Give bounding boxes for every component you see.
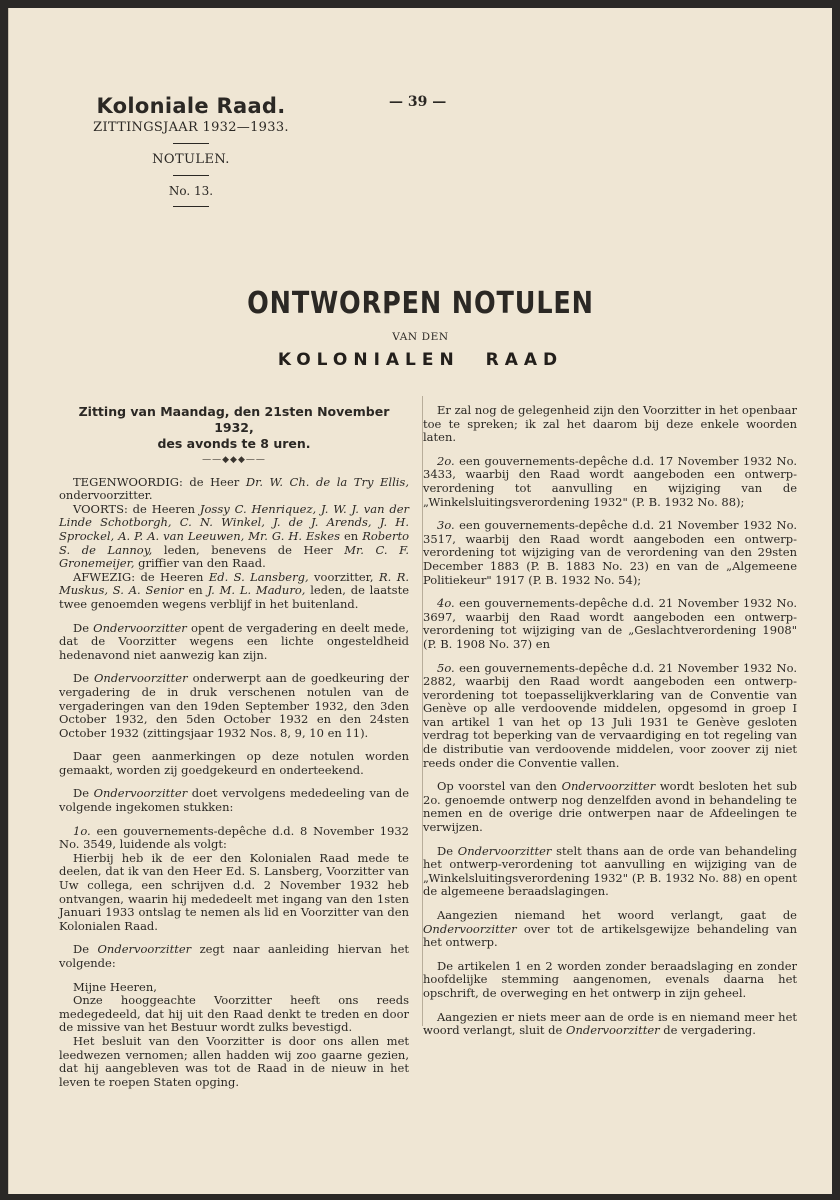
attendance-paragraph xyxy=(59,476,409,612)
session-year: ZITTINGSJAAR 1932—1933. xyxy=(93,120,289,135)
attendance-absent: AFWEZIG: de Heeren Ed. S. Lansberg, voorzitter, R. R. Muskus, S. A. Senior en J. M. L. Maduro, leden, de laatste twee genoemden wegens verblijf in het buitenland. xyxy=(59,569,410,611)
paragraph-no-remarks: Daar geen aanmerkingen op deze notulen worden gemaakt, worden zij goedgekeurd en onderteekend. xyxy=(59,749,409,777)
paragraph-articles: Aangezien niemand het woord verlangt, gaat de Ondervoorzitter over tot de artikelsgewijze behandeling van het ontwerp. xyxy=(423,908,797,950)
page-number: — 39 — xyxy=(389,94,447,110)
document-page xyxy=(8,8,832,1194)
attendance-present: TEGENWOORDIG: de Heer Dr. W. Ch. de la Try Ellis, ondervoorzitter. xyxy=(59,474,409,503)
left-column xyxy=(59,404,409,1089)
list-item: 1o. een gouvernements-depêche d.d. 8 November 1932 No. 3549, luidende als volgt: xyxy=(59,823,409,852)
list-item: 3o. een gouvernements-depêche d.d. 21 November 1932 No. 3517, waarbij den Raad wordt aangeboden een ontwerp-verordening tot wijziging van de verordening van den 29sten December 1883 (P. B. 1883 No. 23) en van de „Algemeene Politiekeur" 1917 (P. B. 1932 No. 54); xyxy=(423,518,797,587)
speech-paragraph: Het besluit van den Voorzitter is door ons allen met leedwezen vernomen; allen hadden wij zoo gaarne gezien, dat hij aangebleven was tot de Raad in de nieuw in het leven te roepen Staten opging. xyxy=(59,1033,409,1089)
paragraph-adopted: De artikelen 1 en 2 worden zonder beraadslaging en zonder hoofdelijke stemming aangenomen, evenals daarna het opschrift, de overweging en het ontwerp in zijn geheel. xyxy=(423,958,797,1000)
right-column xyxy=(423,404,797,1048)
paragraph-approval: De Ondervoorzitter onderwerpt aan de goedkeuring der vergadering de in druk verschenen notulen van de vergaderingen van den 19den September 1932, den 3den October 1932, den 5den October 1932 en den 24sten October 1932 (zittingsjaar 1932 Nos. 8, 9, 10 en 11). xyxy=(59,671,410,740)
paragraph-opening: De Ondervoorzitter opent de vergadering en deelt mede, dat de Voorzitter wegens een lichte ongesteldheid hedenavond niet aanwezig kan zijn. xyxy=(59,620,410,662)
ornament-divider: ——◆◆◆—— xyxy=(202,455,266,465)
council-name: Koloniale Raad. xyxy=(96,94,286,118)
council-banner: KOLONIALEN RAAD xyxy=(277,350,564,370)
attendance-also: VOORTS: de Heeren Jossy C. Henriquez, J. W. J. van der Linde Schotborgh, C. N. Winkel, J. de J. Arends, J. H. Sprockel, A. P. A. van Leeuwen, Mr. G. H. Eskes en Roberto S. de Lannoy, leden, benevens de Heer Mr. C. F. Gronemeijer, griffier van den Raad. xyxy=(59,501,410,571)
paragraph-says: De Ondervoorzitter zegt naar aanleiding hiervan het volgende: xyxy=(59,942,409,970)
session-heading xyxy=(59,404,409,452)
list-item: 4o. een gouvernements-depêche d.d. 21 November 1932 No. 3697, waarbij den Raad wordt aangeboden een ontwerp-verordening tot wijziging van de „Geslachtverordening 1908" (P. B. 1908 No. 37) en xyxy=(423,596,797,651)
paragraph-closing: Aangezien er niets meer aan de orde is en niemand meer het woord verlangt, sluit de Ondervoorzitter de vergadering. xyxy=(423,1009,797,1038)
header-block xyxy=(81,94,301,215)
list-item: 2o. een gouvernements-depêche d.d. 17 November 1932 No. 3433, waarbij den Raad wordt aangeboden een ontwerp-verordening tot aanvulling en wijziging van de „Winkelsluitingsverordening 1932" (P. B. 1932 No. 88); xyxy=(423,453,797,509)
session-heading-line: des avonds te 8 uren. xyxy=(157,436,311,451)
header-rule xyxy=(173,143,209,144)
header-rule xyxy=(173,175,209,176)
list-item: 5o. een gouvernements-depêche d.d. 21 November 1932 No. 2882, waarbij den Raad wordt aangeboden een ontwerp-verordening tot toepasselijkverklaring van de Conventie van Genève op alle verdoovende middelen, opgesomd in groep I van artikel 1 van het op 13 Juli 1931 te Genève gesloten verdrag tot beperking van de vervaardiging en tot regeling van de distributie van verdoovende middelen, voor zoover zij niet reeds onder die Conventie vallen. xyxy=(423,660,797,770)
paragraph-proposal: Op voorstel van den Ondervoorzitter wordt besloten het sub 2o. genoemde ontwerp nog denzelfden avond in behandeling te nemen en de overige drie ontwerpen naar de Afdeelingen te verwijzen. xyxy=(423,779,798,835)
paragraph-documents: De Ondervoorzitter doet vervolgens mededeeling van de volgende ingekomen stukken: xyxy=(59,786,410,815)
paragraph-order: De Ondervoorzitter stelt thans aan de orde van behandeling het ontwerp-verordening tot aanvulling en wijziging van de „Winkelsluitingsverordening 1932" (P. B. 1932 No. 88) en opent de algemeene beraadslagingen. xyxy=(423,843,798,899)
session-heading-line: Zitting van Maandag, den 21sten November 1932, xyxy=(78,404,390,435)
minutes-label: NOTULEN. xyxy=(152,152,230,167)
speech-salutation: Mijne Heeren, xyxy=(73,979,157,994)
issue-number: No. 13. xyxy=(168,184,214,198)
quoted-letter: Hierbij heb ik de eer den Kolonialen Raad mede te deelen, dat ik van den Heer Ed. S. Lansberg, Voorzitter van Uw collega, een schrijven d.d. 2 November 1932 heb ontvangen, waarin hij mededeelt met ingang van den 1sten Januari 1933 ontslag te nemen als lid en Voorzitter van den Kolonialen Raad. xyxy=(59,850,409,933)
speech-continuation: Er zal nog de gelegenheid zijn den Voorzitter in het openbaar toe te spreken; ik zal het daarom bij deze enkele woorden laten. xyxy=(423,403,797,445)
speech-paragraph: Onze hooggeachte Voorzitter heeft ons reeds medegedeeld, dat hij uit den Raad denkt te treden en door de missive van het Bestuur wordt zulks bevestigd. xyxy=(59,993,409,1035)
page-title: ONTWORPEN NOTULEN xyxy=(247,286,594,321)
header-rule xyxy=(173,206,209,207)
title-subline: VAN DEN xyxy=(392,331,449,343)
